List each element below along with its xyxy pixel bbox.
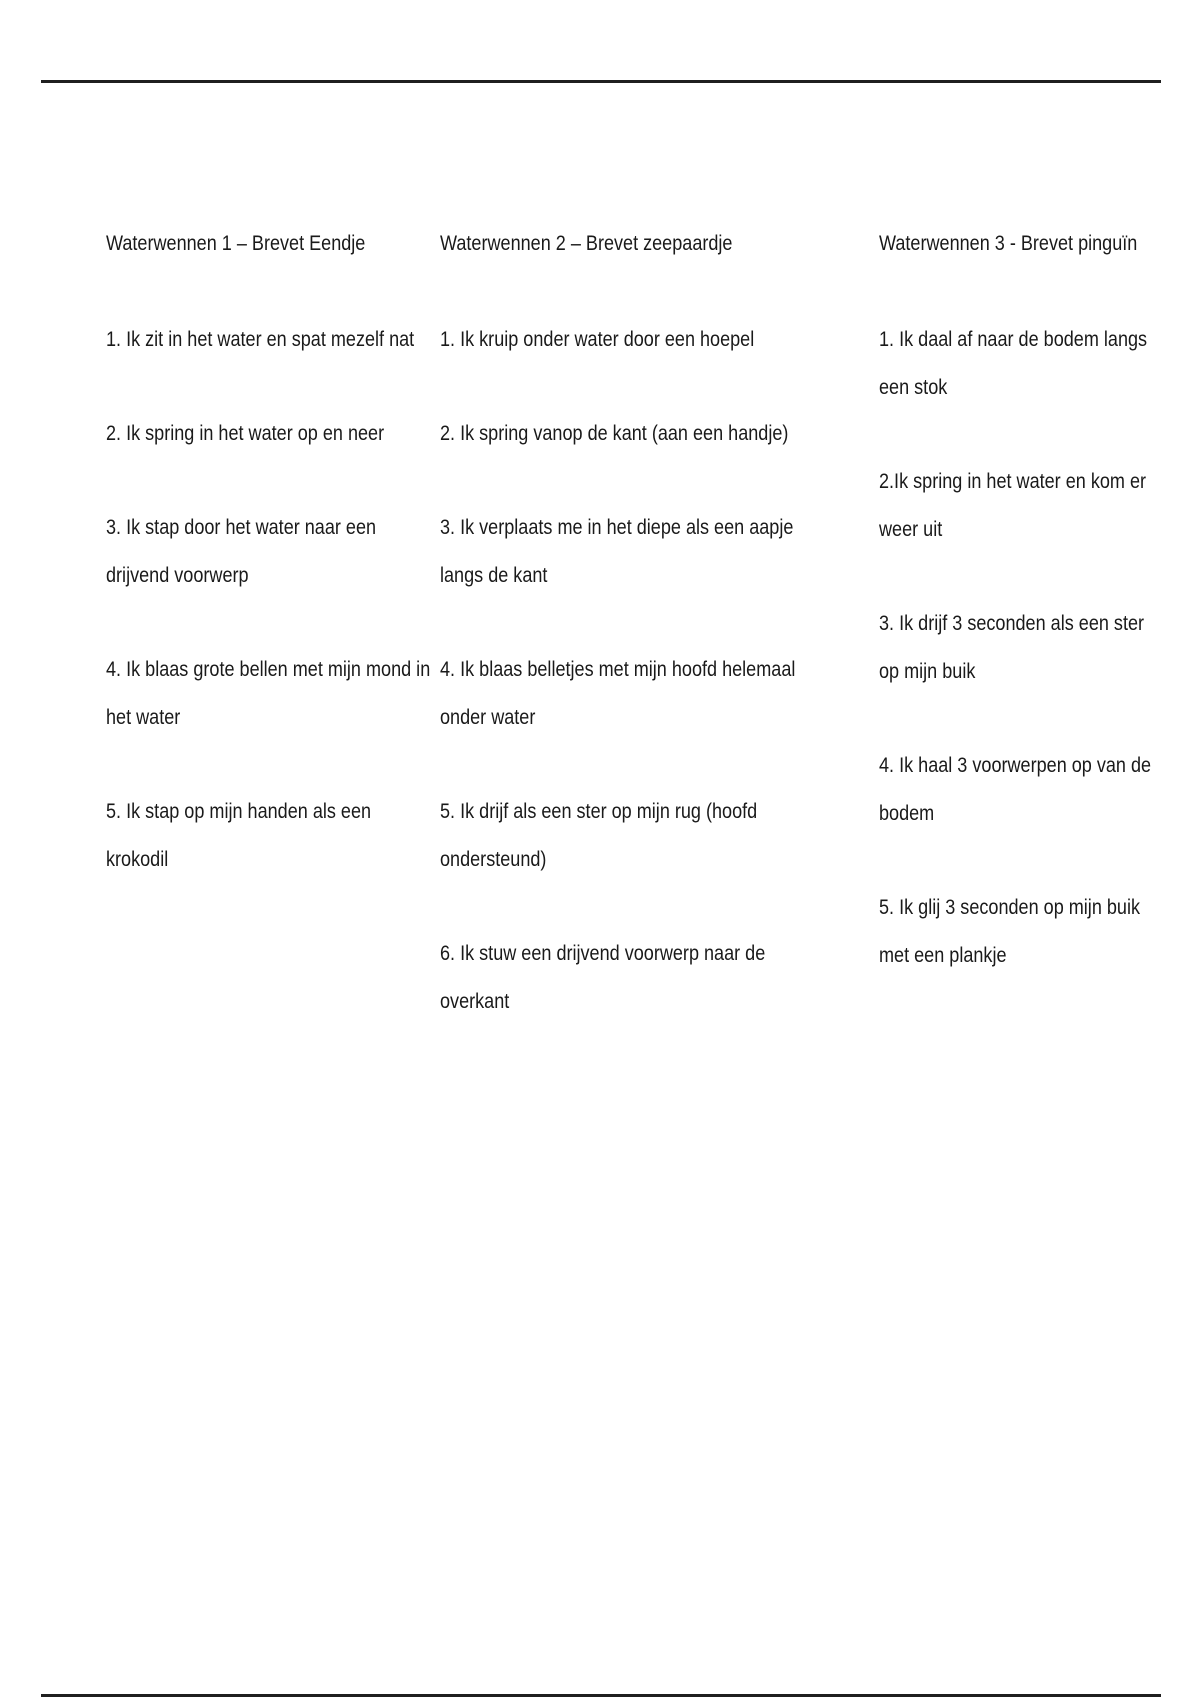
list-item: 4. Ik blaas belletjes met mijn hoofd helemaal onder water	[440, 658, 796, 729]
list-item: 6. Ik stuw een drijvend voorwerp naar de overkant	[440, 942, 766, 1013]
footer-rule	[41, 1694, 1161, 1697]
list-item: 5. Ik stap op mijn handen als een krokodil	[106, 800, 372, 871]
list-item: 4. Ik blaas grote bellen met mijn mond in het water	[106, 658, 431, 729]
column-title: Waterwennen 3 - Brevet pinguïn	[879, 232, 1138, 255]
list-item: 1. Ik daal af naar de bodem langs een stok	[879, 328, 1148, 399]
list-item: 1. Ik zit in het water en spat mezelf nat	[106, 328, 415, 351]
column-brevet-zeepaardje	[440, 220, 818, 1072]
list-item: 2.Ik spring in het water en kom er weer uit	[879, 470, 1147, 541]
column-brevet-eendje	[106, 220, 433, 930]
list-item: 2. Ik spring in het water op en neer	[106, 422, 385, 445]
list-item: 3. Ik stap door het water naar een drijvend voorwerp	[106, 516, 377, 587]
list-item: 5. Ik glij 3 seconden op mijn buik met een plankje	[879, 896, 1141, 967]
column-title: Waterwennen 2 – Brevet zeepaardje	[440, 232, 733, 255]
column-brevet-pinguin	[879, 220, 1163, 1026]
list-item: 4. Ik haal 3 voorwerpen op van de bodem	[879, 754, 1152, 825]
list-item: 5. Ik drijf als een ster op mijn rug (hoofd ondersteund)	[440, 800, 758, 871]
column-title: Waterwennen 1 – Brevet Eendje	[106, 232, 366, 255]
list-item: 3. Ik verplaats me in het diepe als een aapje langs de kant	[440, 516, 794, 587]
list-item: 3. Ik drijf 3 seconden als een ster op mijn buik	[879, 612, 1145, 683]
list-item: 2. Ik spring vanop de kant (aan een handje)	[440, 422, 789, 445]
list-item: 1. Ik kruip onder water door een hoepel	[440, 328, 755, 351]
header-rule	[41, 80, 1161, 83]
